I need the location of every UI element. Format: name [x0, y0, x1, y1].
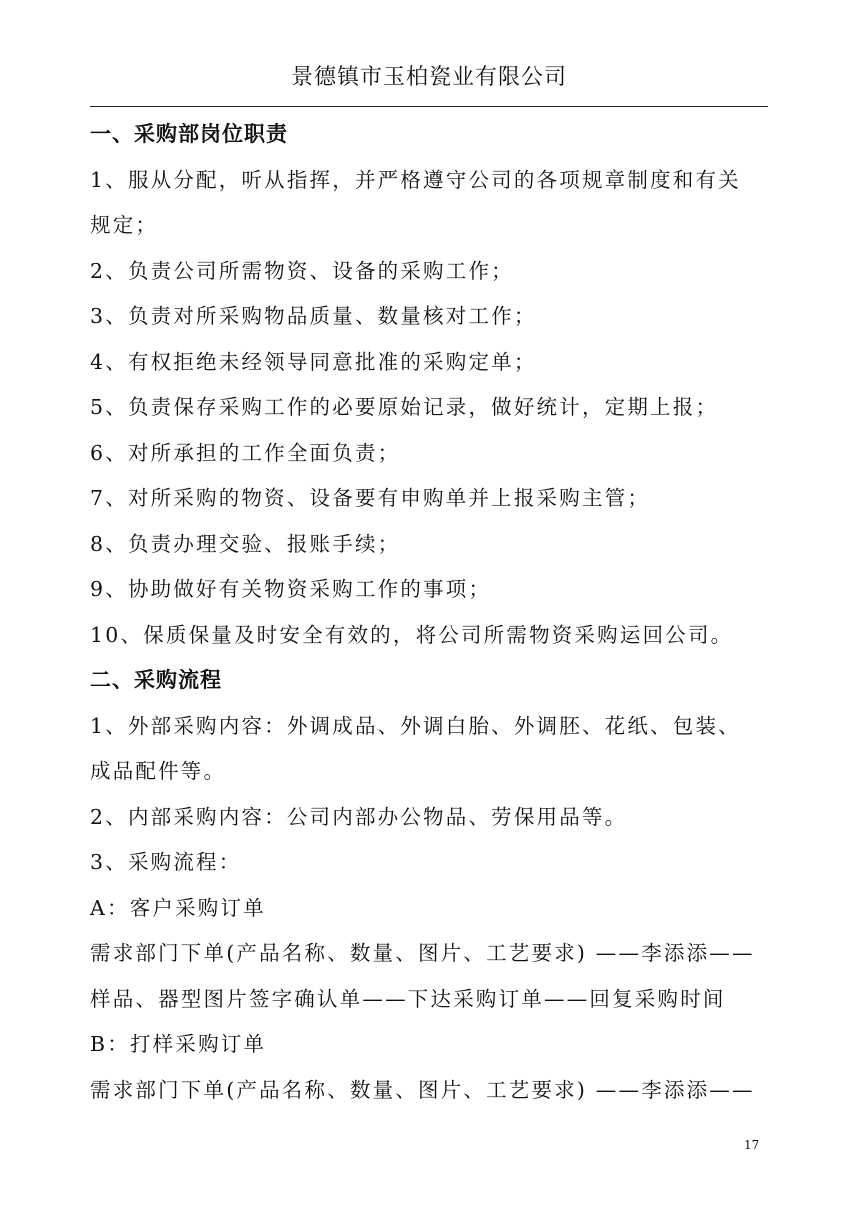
section-heading: 一、采购部岗位职责	[90, 122, 288, 146]
paragraph-line: A：客户采购订单	[90, 895, 266, 920]
paragraph-line: 2、内部采购内容：公司内部办公物品、劳保用品等。	[90, 804, 628, 829]
document-body	[90, 112, 780, 1113]
paragraph-line: 7、对所采购的物资、设备要有申购单并上报采购主管；	[90, 486, 651, 510]
paragraph-line: 8、负责办理交验、报账手续；	[90, 531, 401, 556]
paragraph-line: 1、外部采购内容：外调成品、外调白胎、外调胚、花纸、包装、	[90, 713, 741, 738]
paragraph-line: 2、负责公司所需物资、设备的采购工作；	[90, 258, 514, 283]
paragraph-line: 成品配件等。	[90, 759, 227, 783]
page-header-company: 景德镇市玉柏瓷业有限公司	[290, 65, 567, 90]
paragraph-line: 需求部门下单(产品名称、数量、图片、工艺要求) ——李添添——	[90, 1077, 755, 1102]
paragraph-line: 6、对所承担的工作全面负责；	[90, 440, 401, 465]
paragraph-line: 规定；	[90, 213, 159, 237]
header-divider	[90, 106, 768, 107]
paragraph-line: 1、服从分配，听从指挥，并严格遵守公司的各项规章制度和有关	[90, 167, 741, 192]
paragraph-line: 3、采购流程：	[90, 850, 242, 874]
paragraph-line: 需求部门下单(产品名称、数量、图片、工艺要求) ——李添添——	[90, 941, 755, 965]
section-heading: 二、采购流程	[90, 668, 222, 692]
paragraph-line: 3、负责对所采购物品质量、数量核对工作；	[90, 304, 537, 328]
page-number: 17	[744, 1138, 760, 1152]
paragraph-line: 9、协助做好有关物资采购工作的事项；	[90, 577, 492, 601]
paragraph-line: 5、负责保存采购工作的必要原始记录，做好统计，定期上报；	[90, 395, 719, 419]
paragraph-line: 4、有权拒绝未经领导同意批准的采购定单；	[90, 349, 537, 374]
paragraph-line: 样品、器型图片签字确认单——下达采购订单——回复采购时间	[90, 986, 726, 1011]
paragraph-line: B：打样采购订单	[90, 1032, 267, 1056]
paragraph-line: 10、保质保量及时安全有效的，将公司所需物资采购运回公司。	[90, 622, 734, 647]
